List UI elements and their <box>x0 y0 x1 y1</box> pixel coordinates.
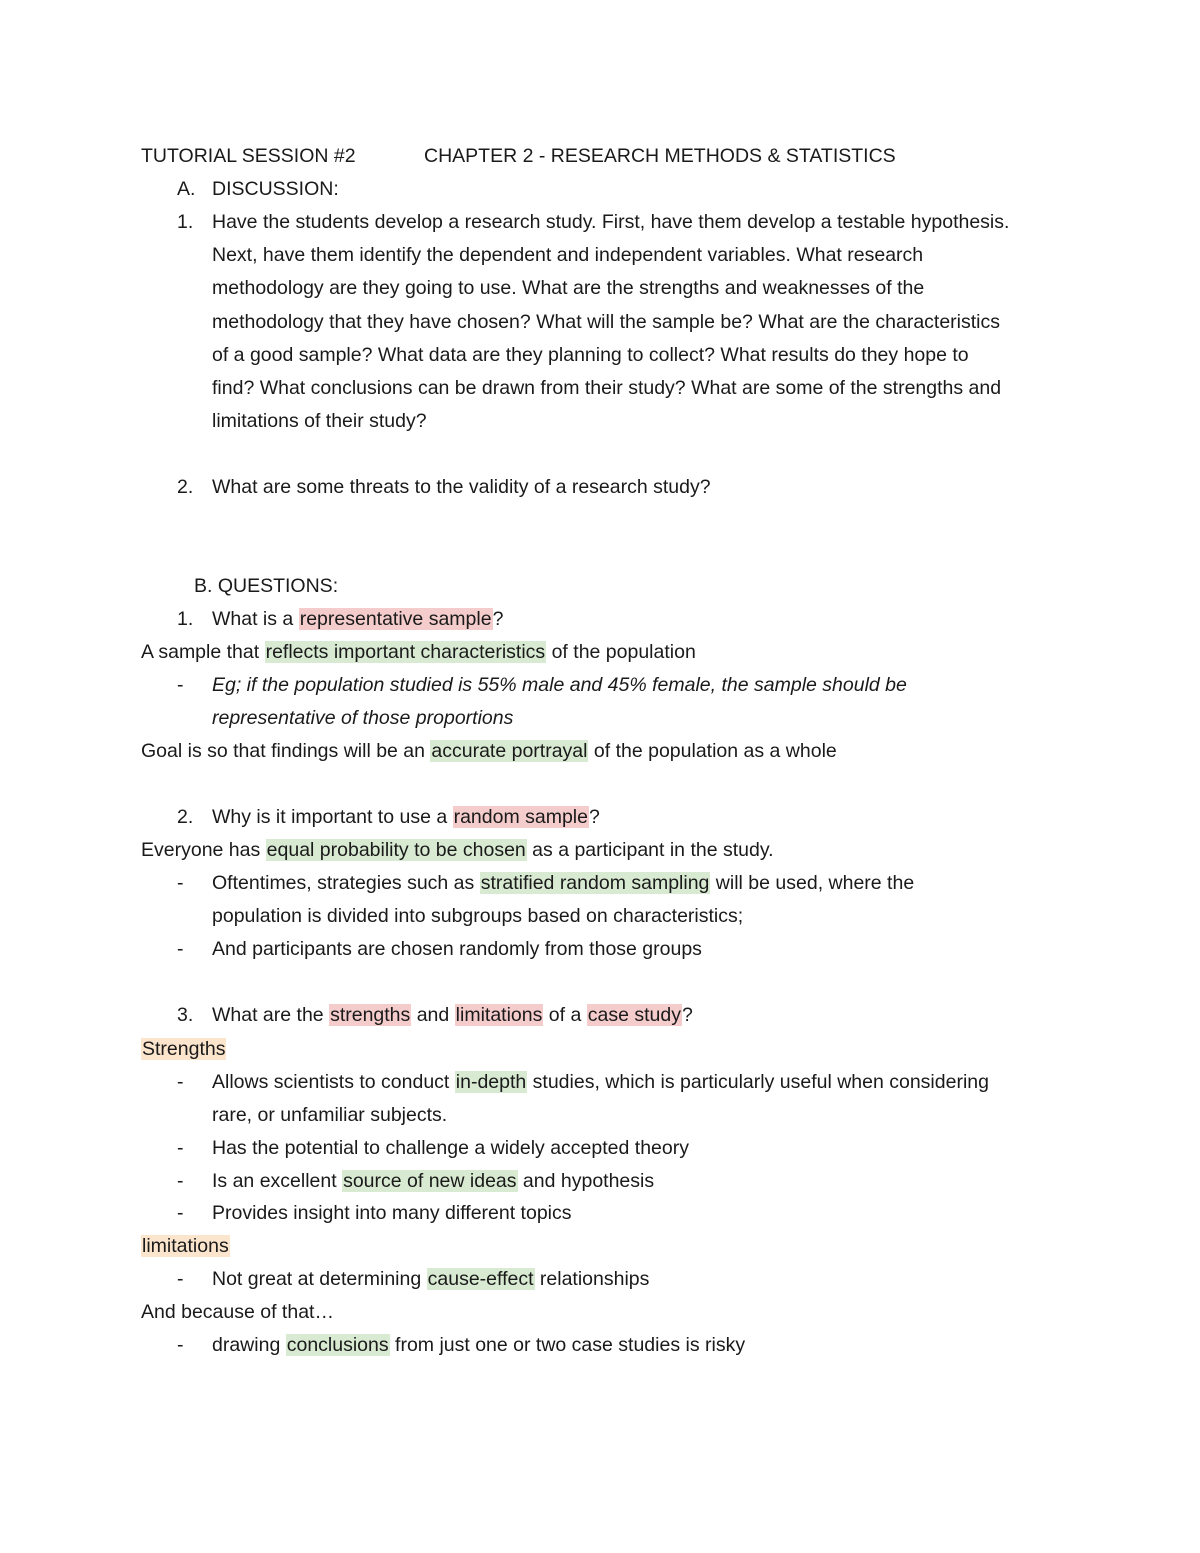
question-2-text: Why is it important to use a random sample? <box>212 806 600 828</box>
section-a-heading: DISCUSSION: <box>212 178 339 200</box>
session-title: TUTORIAL SESSION #2 <box>141 145 356 167</box>
highlight-key-point: source of new ideas <box>343 1170 517 1192</box>
bullet-dash: - <box>177 674 184 696</box>
chapter-title: CHAPTER 2 - RESEARCH METHODS & STATISTICS <box>424 145 896 167</box>
highlight-term: representative sample <box>299 608 492 630</box>
discussion-q1-line: methodology that they have chosen? What will the sample be? What are the characteristics <box>212 311 1000 333</box>
limitations-label: limitations <box>142 1235 229 1257</box>
discussion-q1-line: find? What conclusions can be drawn from their study? What are some of the strengths and <box>212 377 1002 399</box>
question-1-answer: A sample that reflects important characteristics of the population <box>141 641 696 663</box>
bullet-text: Not great at determining cause-effect relationships <box>212 1268 650 1290</box>
bullet-dash: - <box>177 1334 184 1356</box>
highlight-key-point: cause-effect <box>427 1268 534 1290</box>
highlight-key-point: in-depth <box>455 1071 527 1093</box>
bullet-dash: - <box>177 1268 184 1290</box>
discussion-q1-line: Have the students develop a research study. First, have them develop a testable hypothesis. <box>212 211 1010 233</box>
bullet-text: Oftentimes, strategies such as stratified random sampling will be used, where the <box>212 872 915 894</box>
discussion-q1-line: of a good sample? What data are they planning to collect? What results do they hope to <box>212 344 969 366</box>
discussion-q1-line: limitations of their study? <box>212 410 427 432</box>
highlight-key-point: conclusions <box>286 1334 389 1356</box>
highlight-key-point: stratified random sampling <box>480 872 710 894</box>
bullet-dash: - <box>177 1137 184 1159</box>
question-2-number: 2. <box>177 806 194 828</box>
bullet-dash: - <box>177 1170 184 1192</box>
highlight-key-point: equal probability to be chosen <box>266 839 526 861</box>
highlight-key-point: reflects important characteristics <box>265 641 546 663</box>
question-1-number: 1. <box>177 608 194 630</box>
question-3-text: What are the strengths and limitations of a case study? <box>212 1004 693 1026</box>
bullet-text: Allows scientists to conduct in-depth studies, which is particularly useful when considering <box>212 1071 989 1093</box>
strengths-label: Strengths <box>142 1038 226 1060</box>
discussion-q2-text: What are some threats to the validity of a research study? <box>212 476 711 498</box>
bullet-text: population is divided into subgroups based on characteristics; <box>212 905 744 927</box>
highlight-term: limitations <box>455 1004 543 1026</box>
example-line: representative of those proportions <box>212 707 514 729</box>
highlight-term: random sample <box>453 806 588 828</box>
bullet-dash: - <box>177 1071 184 1093</box>
discussion-q2-number: 2. <box>177 476 194 498</box>
bullet-text: Is an excellent source of new ideas and hypothesis <box>212 1170 655 1192</box>
because-text: And because of that… <box>141 1301 334 1323</box>
bullet-text: Provides insight into many different topics <box>212 1202 572 1224</box>
highlight-key-point: accurate portrayal <box>431 740 588 762</box>
bullet-text: And participants are chosen randomly from those groups <box>212 938 702 960</box>
question-1-goal: Goal is so that findings will be an accurate portrayal of the population as a whole <box>141 740 837 762</box>
discussion-q1-line: methodology are they going to use. What are the strengths and weaknesses of the <box>212 277 925 299</box>
example-line: Eg; if the population studied is 55% male and 45% female, the sample should be <box>212 674 907 696</box>
discussion-q1-line: Next, have them identify the dependent and independent variables. What research <box>212 244 924 266</box>
discussion-q1-number: 1. <box>177 211 194 233</box>
section-a-letter: A. <box>177 178 196 200</box>
highlight-term: case study <box>587 1004 681 1026</box>
bullet-dash: - <box>177 1202 184 1224</box>
question-3-number: 3. <box>177 1004 194 1026</box>
highlight-term: strengths <box>330 1004 411 1026</box>
section-b-heading: B. QUESTIONS: <box>194 575 339 597</box>
bullet-dash: - <box>177 872 184 894</box>
question-1-text: What is a representative sample? <box>212 608 504 630</box>
bullet-dash: - <box>177 938 184 960</box>
bullet-text: rare, or unfamiliar subjects. <box>212 1104 448 1126</box>
question-2-answer: Everyone has equal probability to be chosen as a participant in the study. <box>141 839 774 861</box>
bullet-text: Has the potential to challenge a widely accepted theory <box>212 1137 689 1159</box>
bullet-text: drawing conclusions from just one or two case studies is risky <box>212 1334 746 1356</box>
